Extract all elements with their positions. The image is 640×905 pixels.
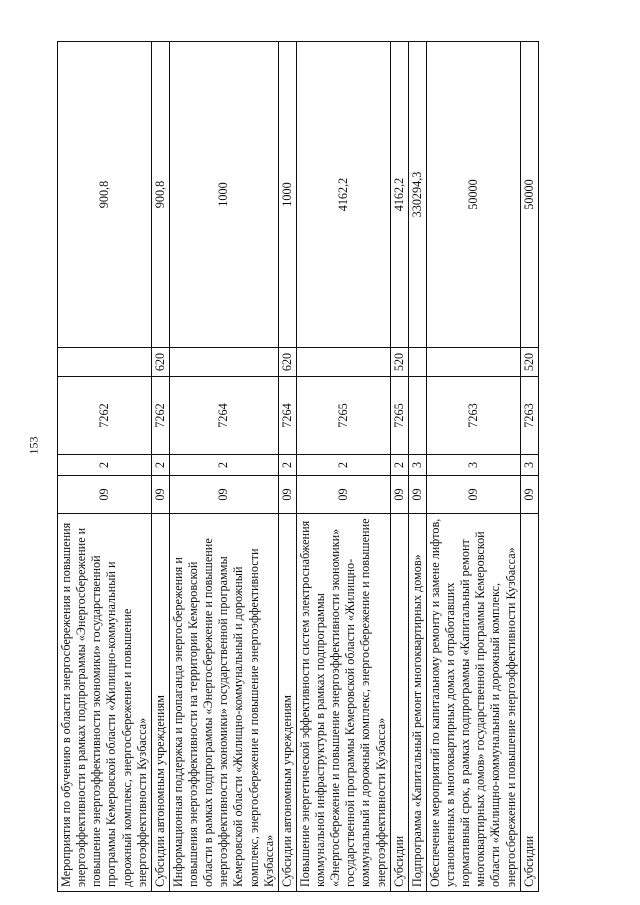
ministry-code: 09 [169, 476, 278, 514]
amount: 50000 [426, 42, 520, 348]
article-code: 7265 [296, 377, 390, 455]
section-code: 2 [390, 455, 408, 476]
amount: 900,8 [151, 42, 169, 348]
row-name: Информационная поддержка и пропаганда энергосбережения и повышения энергоэффективности на территории Кемеровской области в рамках подпрограммы «Энергосбережение и повышение энергоэффективности экономики» государственной программы Кемеровской области «Жилищно-коммунальный и дорожный комплекс, энергосбережение и повышение энергоэффективности Кузбасса» [169, 514, 278, 892]
ministry-code: 09 [151, 476, 169, 514]
article-code: 7263 [426, 377, 520, 455]
section-code: 3 [426, 455, 520, 476]
ministry-code: 09 [58, 476, 152, 514]
row-name: Субсидии автономным учреждениям [278, 514, 296, 892]
table-row [426, 42, 520, 892]
amount: 4162,2 [390, 42, 408, 348]
article-code: 7262 [151, 377, 169, 455]
table-row [58, 42, 152, 892]
table-row [169, 42, 278, 892]
section-code: 2 [151, 455, 169, 476]
article-code: 7265 [390, 377, 408, 455]
expense-type-code [408, 348, 426, 377]
expense-type-code: 620 [278, 348, 296, 377]
row-name: Повышение энергетической эффективности систем электроснабжения коммунальной инфраструктуры в рамках подпрограммы «Энергосбережение и повышение энергоэффективности экономики» государственной программы Кемеровской области «Жилищно-коммунальный и дорожный комплекс, энергосбережение и повышение энергоэффективности Кузбасса» [296, 514, 390, 892]
article-code: 7263 [520, 377, 538, 455]
table-row [390, 42, 408, 892]
table-row [151, 42, 169, 892]
article-code: 7264 [278, 377, 296, 455]
expense-type-code: 520 [390, 348, 408, 377]
section-code: 3 [520, 455, 538, 476]
ministry-code: 09 [520, 476, 538, 514]
row-name: Субсидии [520, 514, 538, 892]
ministry-code: 09 [278, 476, 296, 514]
ministry-code: 09 [390, 476, 408, 514]
section-code: 2 [169, 455, 278, 476]
budget-table-body [58, 42, 539, 892]
expense-type-code [169, 348, 278, 377]
row-name: Субсидии [390, 514, 408, 892]
ministry-code: 09 [426, 476, 520, 514]
row-name: Субсидии автономным учреждениям [151, 514, 169, 892]
section-code: 3 [408, 455, 426, 476]
expense-type-code [426, 348, 520, 377]
budget-table [57, 41, 539, 892]
page-number: 153 [26, 436, 41, 455]
amount: 1000 [278, 42, 296, 348]
expense-type-code [58, 348, 152, 377]
rotated-page-content [57, 42, 536, 892]
section-code: 2 [278, 455, 296, 476]
table-row [520, 42, 538, 892]
row-name: Мероприятия по обучению в области энергосбережения и повышения энергоэффективности в рамках подпрограммы «Энергосбережение и повышение энергоэффективности экономики» государственной программы Кемеровской области «Жилищно-коммунальный и дорожный комплекс, энергосбережение и повышение энергоэффективности Кузбасса» [58, 514, 152, 892]
amount: 50000 [520, 42, 538, 348]
ministry-code: 09 [408, 476, 426, 514]
table-row [296, 42, 390, 892]
expense-type-code [296, 348, 390, 377]
table-row [408, 42, 426, 892]
article-code: 7262 [58, 377, 152, 455]
ministry-code: 09 [296, 476, 390, 514]
amount: 330294,3 [408, 42, 426, 348]
amount: 1000 [169, 42, 278, 348]
amount: 4162,2 [296, 42, 390, 348]
table-row [278, 42, 296, 892]
expense-type-code: 520 [520, 348, 538, 377]
row-name: Обеспечение мероприятий по капитальному ремонту и замене лифтов, установленных в многоквартирных домах и отработавших нормативный срок, в рамках подпрограммы «Капитальный ремонт многоквартирных домов» государственной программы Кемеровской области «Жилищно-коммунальный и дорожный комплекс, энергосбережение и повышение энергоэффективности Кузбасса» [426, 514, 520, 892]
section-code: 2 [58, 455, 152, 476]
article-code: 7264 [169, 377, 278, 455]
article-code [408, 377, 426, 455]
amount: 900,8 [58, 42, 152, 348]
expense-type-code: 620 [151, 348, 169, 377]
section-code: 2 [296, 455, 390, 476]
row-name: Подпрограмма «Капитальный ремонт многоквартирных домов» [408, 514, 426, 892]
